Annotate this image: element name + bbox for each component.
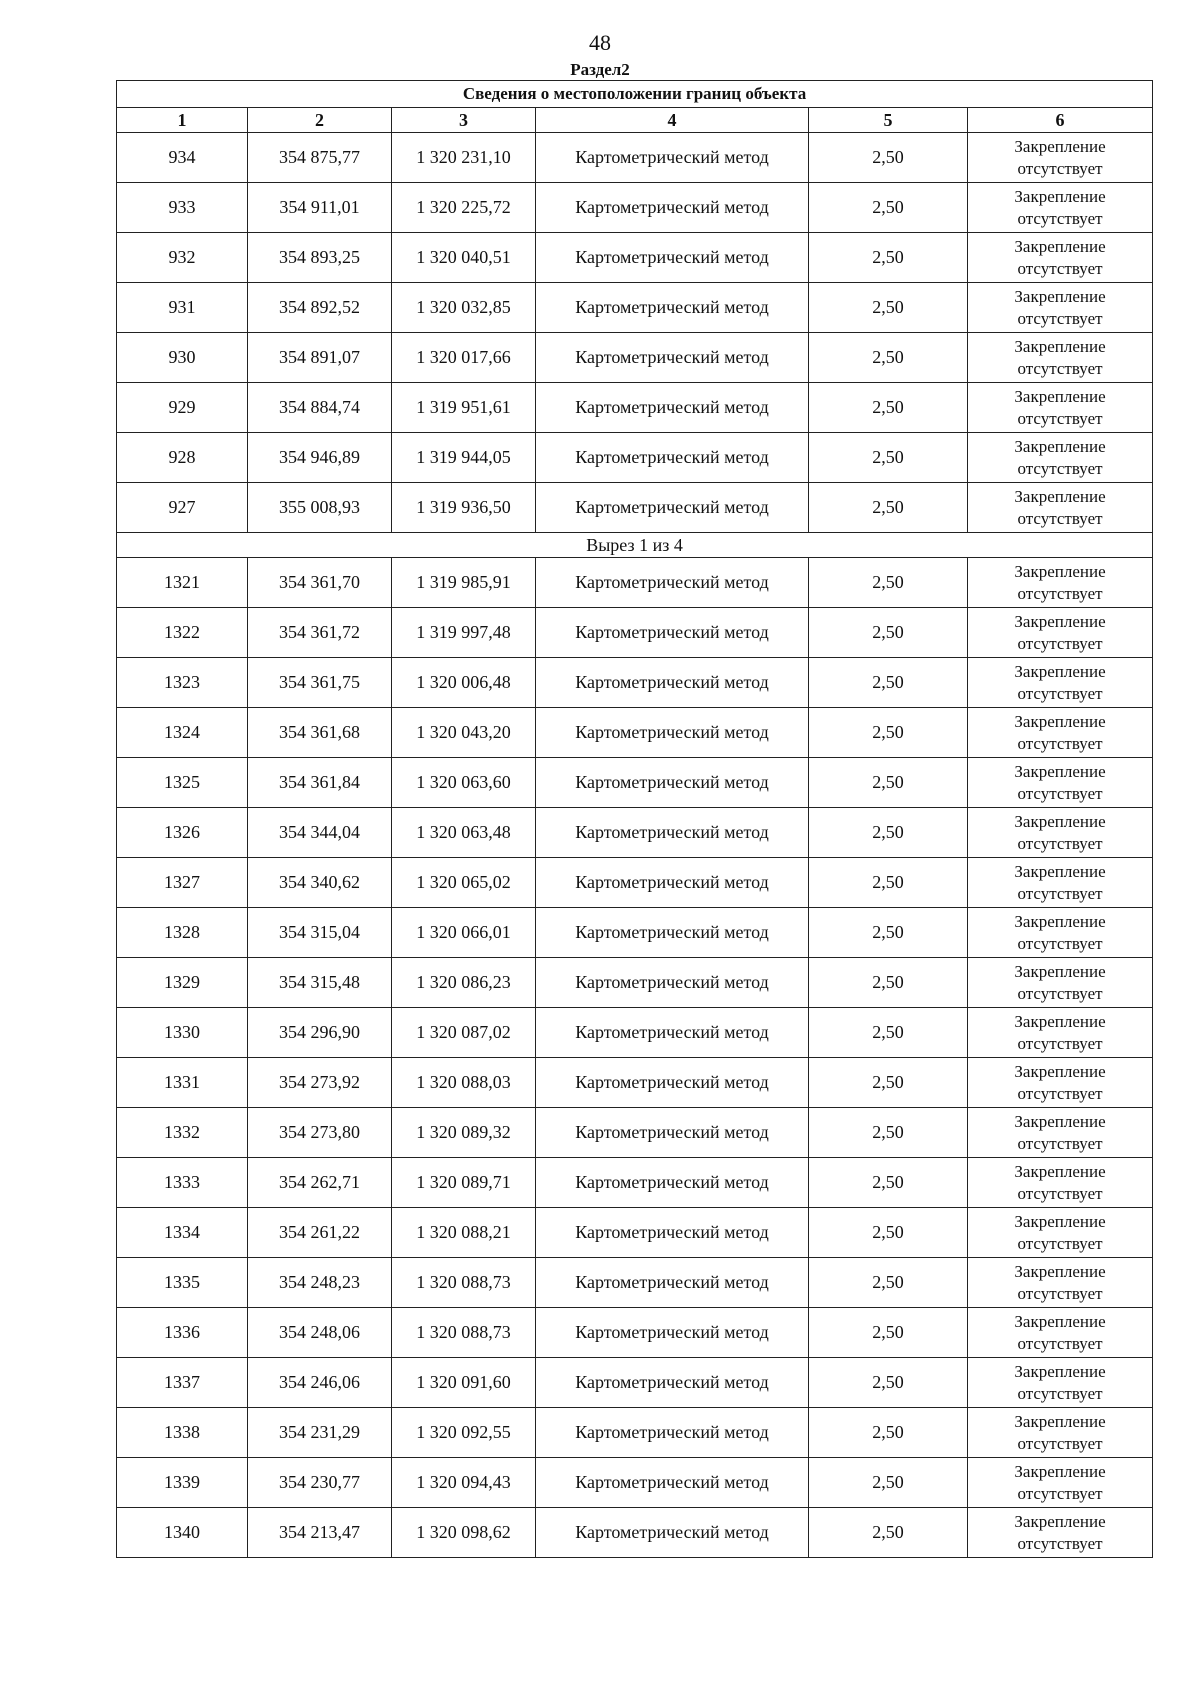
y-coordinate-cell: 1 320 098,62	[392, 1508, 536, 1558]
section-title: Раздел2	[570, 60, 630, 79]
fixing-line-1: Закрепление	[1014, 186, 1106, 206]
fixing-line-1: Закрепление	[1014, 1411, 1106, 1431]
point-number-cell: 1334	[117, 1208, 248, 1258]
page-number: 48	[589, 30, 611, 55]
fixing-description-cell	[968, 183, 1153, 233]
point-number-cell: 934	[117, 133, 248, 183]
precision-cell: 2,50	[809, 708, 968, 758]
table-row	[117, 808, 1153, 858]
fixing-line-1: Закрепление	[1014, 661, 1106, 681]
x-coordinate-cell: 354 875,77	[248, 133, 392, 183]
fixing-line-2: отсутствует	[1017, 308, 1103, 328]
precision-cell: 2,50	[809, 758, 968, 808]
point-number-cell: 1335	[117, 1258, 248, 1308]
x-coordinate-cell: 354 361,70	[248, 558, 392, 608]
x-coordinate-cell: 354 246,06	[248, 1358, 392, 1408]
column-number: 3	[392, 108, 536, 133]
point-number-cell: 1332	[117, 1108, 248, 1158]
y-coordinate-cell: 1 320 225,72	[392, 183, 536, 233]
point-number-cell: 1339	[117, 1458, 248, 1508]
precision-cell: 2,50	[809, 1458, 968, 1508]
x-coordinate-cell: 354 248,23	[248, 1258, 392, 1308]
point-number-cell: 1340	[117, 1508, 248, 1558]
precision-cell: 2,50	[809, 433, 968, 483]
method-cell: Картометрический метод	[536, 958, 809, 1008]
method-cell: Картометрический метод	[536, 558, 809, 608]
fixing-line-1: Закрепление	[1014, 861, 1106, 881]
fixing-description-cell	[968, 333, 1153, 383]
x-coordinate-cell: 354 884,74	[248, 383, 392, 433]
fixing-line-2: отсутствует	[1017, 733, 1103, 753]
table-row	[117, 1458, 1153, 1508]
table-row	[117, 333, 1153, 383]
fixing-line-1: Закрепление	[1014, 236, 1106, 256]
fixing-line-1: Закрепление	[1014, 1311, 1106, 1331]
fixing-line-2: отсутствует	[1017, 1233, 1103, 1253]
y-coordinate-cell: 1 320 040,51	[392, 233, 536, 283]
x-coordinate-cell: 354 315,04	[248, 908, 392, 958]
precision-cell: 2,50	[809, 958, 968, 1008]
point-number-cell: 1326	[117, 808, 248, 858]
fixing-description-cell	[968, 1408, 1153, 1458]
point-number-cell: 930	[117, 333, 248, 383]
fixing-line-2: отсутствует	[1017, 583, 1103, 603]
fixing-line-2: отсутствует	[1017, 1133, 1103, 1153]
y-coordinate-cell: 1 320 032,85	[392, 283, 536, 333]
precision-cell: 2,50	[809, 558, 968, 608]
point-number-cell: 928	[117, 433, 248, 483]
column-number: 1	[117, 108, 248, 133]
y-coordinate-cell: 1 319 951,61	[392, 383, 536, 433]
method-cell: Картометрический метод	[536, 808, 809, 858]
y-coordinate-cell: 1 319 936,50	[392, 483, 536, 533]
y-coordinate-cell: 1 320 088,73	[392, 1308, 536, 1358]
precision-cell: 2,50	[809, 1508, 968, 1558]
fixing-description-cell	[968, 908, 1153, 958]
method-cell: Картометрический метод	[536, 608, 809, 658]
fixing-line-2: отсутствует	[1017, 1533, 1103, 1553]
column-number: 6	[968, 108, 1153, 133]
x-coordinate-cell: 354 315,48	[248, 958, 392, 1008]
method-cell: Картометрический метод	[536, 1108, 809, 1158]
fixing-line-2: отсутствует	[1017, 883, 1103, 903]
table-row	[117, 1108, 1153, 1158]
y-coordinate-cell: 1 320 088,21	[392, 1208, 536, 1258]
precision-cell: 2,50	[809, 658, 968, 708]
fixing-description-cell	[968, 658, 1153, 708]
fixing-description-cell	[968, 808, 1153, 858]
precision-cell: 2,50	[809, 858, 968, 908]
x-coordinate-cell: 354 230,77	[248, 1458, 392, 1508]
column-number-row	[117, 108, 1153, 133]
method-cell: Картометрический метод	[536, 708, 809, 758]
x-coordinate-cell: 354 344,04	[248, 808, 392, 858]
table-row	[117, 133, 1153, 183]
x-coordinate-cell: 354 361,84	[248, 758, 392, 808]
precision-cell: 2,50	[809, 283, 968, 333]
column-number: 5	[809, 108, 968, 133]
table-row	[117, 558, 1153, 608]
precision-cell: 2,50	[809, 1158, 968, 1208]
point-number-cell: 1331	[117, 1058, 248, 1108]
x-coordinate-cell: 354 273,80	[248, 1108, 392, 1158]
fixing-description-cell	[968, 1458, 1153, 1508]
x-coordinate-cell: 354 361,75	[248, 658, 392, 708]
fixing-line-1: Закрепление	[1014, 486, 1106, 506]
method-cell: Картометрический метод	[536, 1258, 809, 1308]
x-coordinate-cell: 354 340,62	[248, 858, 392, 908]
fixing-description-cell	[968, 958, 1153, 1008]
fixing-line-1: Закрепление	[1014, 336, 1106, 356]
precision-cell: 2,50	[809, 1208, 968, 1258]
method-cell: Картометрический метод	[536, 183, 809, 233]
method-cell: Картометрический метод	[536, 383, 809, 433]
fixing-line-2: отсутствует	[1017, 683, 1103, 703]
x-coordinate-cell: 354 261,22	[248, 1208, 392, 1258]
x-coordinate-cell: 354 361,72	[248, 608, 392, 658]
fixing-description-cell	[968, 1158, 1153, 1208]
table-row	[117, 958, 1153, 1008]
table-row	[117, 608, 1153, 658]
fixing-line-1: Закрепление	[1014, 911, 1106, 931]
precision-cell: 2,50	[809, 1408, 968, 1458]
fixing-description-cell	[968, 383, 1153, 433]
fixing-description-cell	[968, 608, 1153, 658]
precision-cell: 2,50	[809, 1258, 968, 1308]
table-row	[117, 1508, 1153, 1558]
fixing-description-cell	[968, 133, 1153, 183]
method-cell: Картометрический метод	[536, 1408, 809, 1458]
table-row	[117, 1358, 1153, 1408]
y-coordinate-cell: 1 320 091,60	[392, 1358, 536, 1408]
fixing-line-1: Закрепление	[1014, 1111, 1106, 1131]
y-coordinate-cell: 1 320 094,43	[392, 1458, 536, 1508]
method-cell: Картометрический метод	[536, 758, 809, 808]
fixing-line-2: отсутствует	[1017, 1383, 1103, 1403]
precision-cell: 2,50	[809, 233, 968, 283]
x-coordinate-cell: 354 296,90	[248, 1008, 392, 1058]
point-number-cell: 1325	[117, 758, 248, 808]
table-row	[117, 1208, 1153, 1258]
fixing-line-2: отсутствует	[1017, 833, 1103, 853]
fixing-line-2: отсутствует	[1017, 633, 1103, 653]
precision-cell: 2,50	[809, 1058, 968, 1108]
x-coordinate-cell: 354 262,71	[248, 1158, 392, 1208]
point-number-cell: 1328	[117, 908, 248, 958]
fixing-description-cell	[968, 1358, 1153, 1408]
fixing-line-2: отсутствует	[1017, 1083, 1103, 1103]
point-number-cell: 929	[117, 383, 248, 433]
fixing-line-2: отсутствует	[1017, 358, 1103, 378]
point-number-cell: 931	[117, 283, 248, 333]
precision-cell: 2,50	[809, 133, 968, 183]
method-cell: Картометрический метод	[536, 658, 809, 708]
coordinates-table	[116, 80, 1153, 1558]
fixing-line-1: Закрепление	[1014, 1211, 1106, 1231]
point-number-cell: 1333	[117, 1158, 248, 1208]
method-cell: Картометрический метод	[536, 1308, 809, 1358]
fixing-line-2: отсутствует	[1017, 1333, 1103, 1353]
y-coordinate-cell: 1 320 092,55	[392, 1408, 536, 1458]
table-row	[117, 908, 1153, 958]
point-number-cell: 927	[117, 483, 248, 533]
x-coordinate-cell: 354 911,01	[248, 183, 392, 233]
fixing-description-cell	[968, 858, 1153, 908]
fixing-line-2: отсутствует	[1017, 458, 1103, 478]
fixing-line-1: Закрепление	[1014, 761, 1106, 781]
fixing-line-1: Закрепление	[1014, 961, 1106, 981]
y-coordinate-cell: 1 320 231,10	[392, 133, 536, 183]
y-coordinate-cell: 1 320 017,66	[392, 333, 536, 383]
fixing-line-1: Закрепление	[1014, 1461, 1106, 1481]
group-subheading: Вырез 1 из 4	[117, 533, 1153, 558]
fixing-line-2: отсутствует	[1017, 983, 1103, 1003]
method-cell: Картометрический метод	[536, 1208, 809, 1258]
table-row	[117, 708, 1153, 758]
precision-cell: 2,50	[809, 1108, 968, 1158]
y-coordinate-cell: 1 320 087,02	[392, 1008, 536, 1058]
fixing-line-2: отсутствует	[1017, 208, 1103, 228]
point-number-cell: 1338	[117, 1408, 248, 1458]
y-coordinate-cell: 1 320 063,60	[392, 758, 536, 808]
point-number-cell: 1330	[117, 1008, 248, 1058]
point-number-cell: 1336	[117, 1308, 248, 1358]
table-row	[117, 383, 1153, 433]
x-coordinate-cell: 354 891,07	[248, 333, 392, 383]
precision-cell: 2,50	[809, 1008, 968, 1058]
x-coordinate-cell: 354 892,52	[248, 283, 392, 333]
x-coordinate-cell: 355 008,93	[248, 483, 392, 533]
method-cell: Картометрический метод	[536, 1158, 809, 1208]
fixing-line-1: Закрепление	[1014, 611, 1106, 631]
y-coordinate-cell: 1 320 066,01	[392, 908, 536, 958]
fixing-line-1: Закрепление	[1014, 1011, 1106, 1031]
table-row	[117, 233, 1153, 283]
precision-cell: 2,50	[809, 383, 968, 433]
method-cell: Картометрический метод	[536, 1508, 809, 1558]
x-coordinate-cell: 354 213,47	[248, 1508, 392, 1558]
fixing-description-cell	[968, 1108, 1153, 1158]
method-cell: Картометрический метод	[536, 1008, 809, 1058]
fixing-description-cell	[968, 758, 1153, 808]
fixing-line-1: Закрепление	[1014, 1361, 1106, 1381]
method-cell: Картометрический метод	[536, 1358, 809, 1408]
point-number-cell: 933	[117, 183, 248, 233]
point-number-cell: 1323	[117, 658, 248, 708]
table-row	[117, 1158, 1153, 1208]
method-cell: Картометрический метод	[536, 133, 809, 183]
point-number-cell: 932	[117, 233, 248, 283]
fixing-line-2: отсутствует	[1017, 1033, 1103, 1053]
table-row	[117, 1058, 1153, 1108]
fixing-line-2: отсутствует	[1017, 1283, 1103, 1303]
fixing-line-2: отсутствует	[1017, 933, 1103, 953]
table-row	[117, 858, 1153, 908]
method-cell: Картометрический метод	[536, 1458, 809, 1508]
table-row	[117, 483, 1153, 533]
fixing-description-cell	[968, 483, 1153, 533]
y-coordinate-cell: 1 320 065,02	[392, 858, 536, 908]
fixing-line-1: Закрепление	[1014, 1061, 1106, 1081]
x-coordinate-cell: 354 273,92	[248, 1058, 392, 1108]
table-row	[117, 1008, 1153, 1058]
y-coordinate-cell: 1 320 006,48	[392, 658, 536, 708]
y-coordinate-cell: 1 320 088,03	[392, 1058, 536, 1108]
fixing-description-cell	[968, 283, 1153, 333]
precision-cell: 2,50	[809, 1358, 968, 1408]
fixing-line-1: Закрепление	[1014, 561, 1106, 581]
table-row	[117, 1308, 1153, 1358]
column-number: 4	[536, 108, 809, 133]
x-coordinate-cell: 354 946,89	[248, 433, 392, 483]
y-coordinate-cell: 1 320 089,71	[392, 1158, 536, 1208]
precision-cell: 2,50	[809, 608, 968, 658]
table-body	[117, 133, 1153, 1558]
x-coordinate-cell: 354 361,68	[248, 708, 392, 758]
fixing-description-cell	[968, 1208, 1153, 1258]
method-cell: Картометрический метод	[536, 858, 809, 908]
fixing-description-cell	[968, 1258, 1153, 1308]
y-coordinate-cell: 1 320 043,20	[392, 708, 536, 758]
table-row	[117, 658, 1153, 708]
fixing-line-2: отсутствует	[1017, 258, 1103, 278]
point-number-cell: 1327	[117, 858, 248, 908]
fixing-description-cell	[968, 1058, 1153, 1108]
fixing-line-1: Закрепление	[1014, 386, 1106, 406]
y-coordinate-cell: 1 319 985,91	[392, 558, 536, 608]
table-row	[117, 1408, 1153, 1458]
table-caption: Сведения о местоположении границ объекта	[117, 81, 1153, 108]
fixing-description-cell	[968, 433, 1153, 483]
y-coordinate-cell: 1 320 088,73	[392, 1258, 536, 1308]
fixing-line-2: отсутствует	[1017, 508, 1103, 528]
table-row	[117, 433, 1153, 483]
fixing-line-1: Закрепление	[1014, 286, 1106, 306]
fixing-line-2: отсутствует	[1017, 783, 1103, 803]
method-cell: Картометрический метод	[536, 283, 809, 333]
table-row	[117, 758, 1153, 808]
x-coordinate-cell: 354 248,06	[248, 1308, 392, 1358]
y-coordinate-cell: 1 319 944,05	[392, 433, 536, 483]
fixing-line-2: отсутствует	[1017, 1483, 1103, 1503]
fixing-line-1: Закрепление	[1014, 436, 1106, 456]
point-number-cell: 1321	[117, 558, 248, 608]
precision-cell: 2,50	[809, 333, 968, 383]
fixing-description-cell	[968, 558, 1153, 608]
x-coordinate-cell: 354 231,29	[248, 1408, 392, 1458]
table-row	[117, 283, 1153, 333]
precision-cell: 2,50	[809, 808, 968, 858]
fixing-line-2: отсутствует	[1017, 1433, 1103, 1453]
fixing-line-2: отсутствует	[1017, 408, 1103, 428]
fixing-line-2: отсутствует	[1017, 158, 1103, 178]
method-cell: Картометрический метод	[536, 1058, 809, 1108]
fixing-description-cell	[968, 1008, 1153, 1058]
precision-cell: 2,50	[809, 1308, 968, 1358]
precision-cell: 2,50	[809, 908, 968, 958]
method-cell: Картометрический метод	[536, 333, 809, 383]
method-cell: Картометрический метод	[536, 233, 809, 283]
point-number-cell: 1329	[117, 958, 248, 1008]
y-coordinate-cell: 1 320 086,23	[392, 958, 536, 1008]
column-number: 2	[248, 108, 392, 133]
x-coordinate-cell: 354 893,25	[248, 233, 392, 283]
fixing-description-cell	[968, 708, 1153, 758]
fixing-description-cell	[968, 1308, 1153, 1358]
fixing-line-1: Закрепление	[1014, 136, 1106, 156]
point-number-cell: 1324	[117, 708, 248, 758]
fixing-line-1: Закрепление	[1014, 1511, 1106, 1531]
method-cell: Картометрический метод	[536, 433, 809, 483]
precision-cell: 2,50	[809, 483, 968, 533]
y-coordinate-cell: 1 320 063,48	[392, 808, 536, 858]
y-coordinate-cell: 1 320 089,32	[392, 1108, 536, 1158]
subheading-row	[117, 533, 1153, 558]
fixing-line-1: Закрепление	[1014, 811, 1106, 831]
method-cell: Картометрический метод	[536, 908, 809, 958]
y-coordinate-cell: 1 319 997,48	[392, 608, 536, 658]
point-number-cell: 1337	[117, 1358, 248, 1408]
fixing-description-cell	[968, 233, 1153, 283]
fixing-line-2: отсутствует	[1017, 1183, 1103, 1203]
fixing-line-1: Закрепление	[1014, 711, 1106, 731]
method-cell: Картометрический метод	[536, 483, 809, 533]
table-row	[117, 1258, 1153, 1308]
fixing-line-1: Закрепление	[1014, 1261, 1106, 1281]
fixing-line-1: Закрепление	[1014, 1161, 1106, 1181]
fixing-description-cell	[968, 1508, 1153, 1558]
point-number-cell: 1322	[117, 608, 248, 658]
table-row	[117, 183, 1153, 233]
precision-cell: 2,50	[809, 183, 968, 233]
